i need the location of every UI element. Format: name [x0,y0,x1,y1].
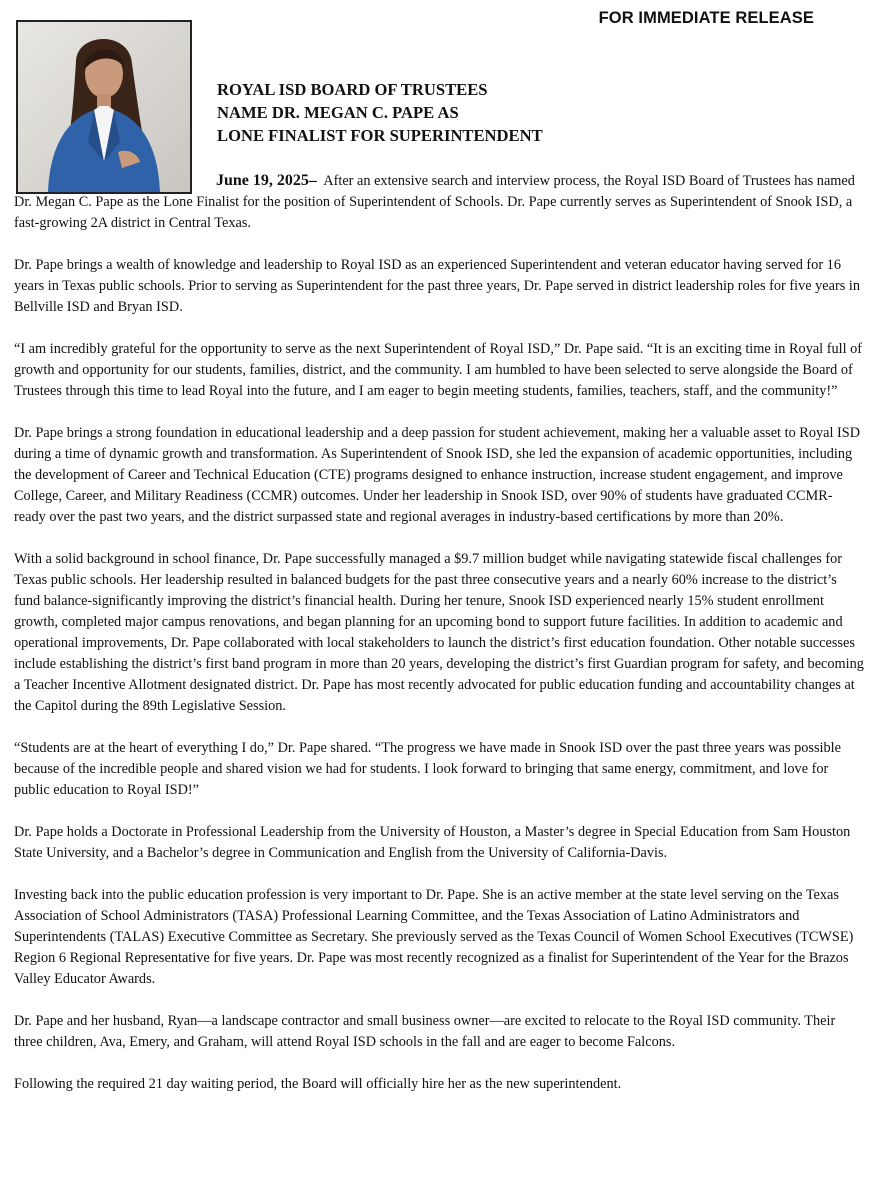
photo-spacer [14,170,216,191]
paragraph-experience: Dr. Pape brings a wealth of knowledge and leadership to Royal ISD as an experienced Superintendent and veteran educator having served for 16 years in Texas public schools. Prior to serving as Superintendent for the past three years, Dr. Pape served in district leadership roles for five years in Bellville ISD and Bryan ISD. [14,257,860,315]
headline-line-3: LONE FINALIST FOR SUPERINTENDENT [217,126,543,145]
paragraph-waiting-period: Following the required 21 day waiting period, the Board will officially hire her as the new superintendent. [14,1076,622,1092]
paragraph-quote-students: “Students are at the heart of everything I do,” Dr. Pape shared. “The progress we have made in Snook ISD over the past three years was possible because of the incredible people and shared vision we had for students. I look forward to bringing that same energy, commitment, and love for public education to Royal ISD!” [14,740,841,798]
paragraph-family: Dr. Pape and her husband, Ryan—a landscape contractor and small business owner—are excited to relocate to the Royal ISD community. Their three children, Ava, Emery, and Graham, will attend Royal ISD schools in the fall and are eager to become Falcons. [14,1013,836,1050]
dateline: June 19, 2025– [216,172,317,189]
headline-line-1: ROYAL ISD BOARD OF TRUSTEES [217,80,488,99]
paragraph-education: Dr. Pape holds a Doctorate in Professional Leadership from the University of Houston, a Master’s degree in Special Education from Sam Houston State University, and a Bachelor’s degree in Communication and English from the University of California-Davis. [14,824,851,861]
paragraph-associations: Investing back into the public education profession is very important to Dr. Pape. She is an active member at the state level serving on the Texas Association of School Administrators (TASA) Professional Learning Committee, and the Texas Association of Latino Administrators and Superintendents (TALAS) Executive Committee as Secretary. She previously served as the Texas Council of Women School Executives (TCWSE) Region 6 Regional Representative for five years. Dr. Pape was most recently recognized as a finalist for Superintendent of the Year for the Brazos Valley Educator Awards. [14,887,854,987]
portrait-illustration [18,22,190,192]
headline [217,78,543,147]
release-label: FOR IMMEDIATE RELEASE [598,9,814,27]
paragraph-leadership: Dr. Pape brings a strong foundation in educational leadership and a deep passion for student achievement, making her a valuable asset to Royal ISD during a time of dynamic growth and transformation. As Superintendent of Snook ISD, she led the expansion of academic opportunities, including the development of Career and Technical Education (CTE) programs designed to enhance instruction, increase student engagement, and improve College, Career, and Military Readiness (CCMR) outcomes. Under her leadership in Snook ISD, over 90% of students have graduated CCMR-ready over the past two years, and the district surpassed state and regional averages in industry-based certifications by more than 20%. [14,425,861,525]
paragraph-1-text: After an extensive search and interview process, the Royal ISD Board of Trustees has named Dr. Megan C. Pape as the Lone Finalist for the position of Superintendent of Schools. Dr. Pape currently serves as Superintendent of Snook ISD, a fast-growing 2A district in Central Texas. [14,173,855,231]
paragraph-quote-grateful: “I am incredibly grateful for the opportunity to serve as the next Superintendent of Royal ISD,” Dr. Pape said. “It is an exciting time in Royal full of growth and opportunity for our students, families, district, and the community. I am humbled to have been selected to serve alongside the Board of Trustees through this time to lead Royal into the future, and I am eager to begin meeting students, families, teachers, staff, and the community!” [14,341,863,399]
portrait-photo [16,20,192,194]
paragraph-finance: With a solid background in school finance, Dr. Pape successfully managed a $9.7 million budget while navigating statewide fiscal challenges for Texas public schools. Her leadership resulted in balanced budgets for the past three consecutive years and a nearly 60% increase to the district’s fund balance-significantly improving the district’s financial health. During her tenure, Snook ISD experienced nearly 15% student enrollment growth, completed major campus renovations, and began planning for an upcoming bond to support future facilities. In addition to academic and operational improvements, Dr. Pape collaborated with local stakeholders to launch the district’s first education foundation. Other notable successes include establishing the district’s first band program in more than 20 years, developing the district’s first Guardian program for safety, and becoming a Teacher Incentive Allotment designated district. Dr. Pape has most recently advocated for public education funding and accountability changes at the Capitol during the 89th Legislative Session. [14,551,864,714]
headline-line-2: NAME DR. MEGAN C. PAPE AS [217,103,459,122]
article-body [14,170,864,1116]
